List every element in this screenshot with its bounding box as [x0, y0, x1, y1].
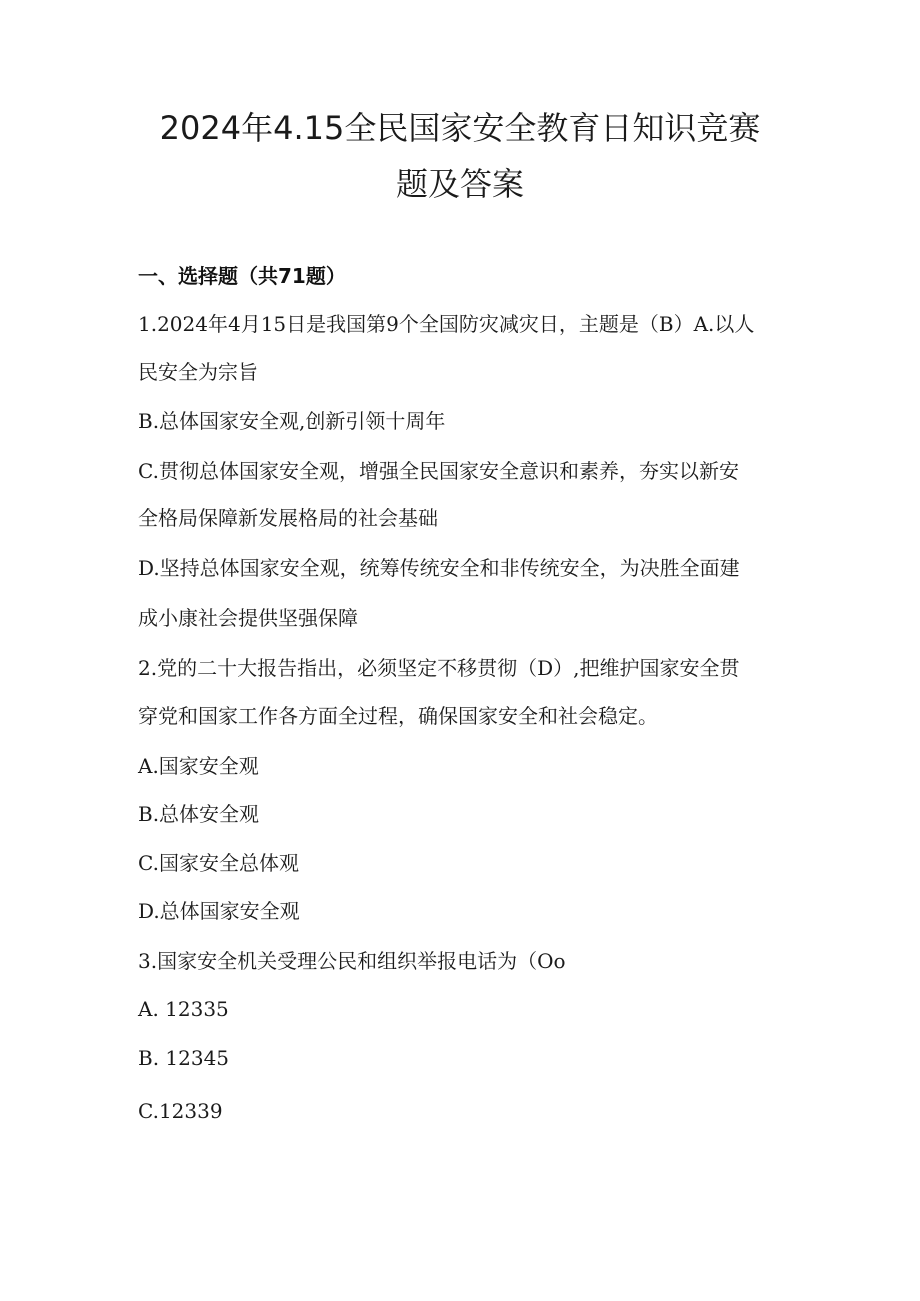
document-title — [100, 100, 820, 212]
title-line-2: 题及答案 — [395, 165, 524, 203]
question-1-option-b: B.总体国家安全观,创新引领十周年 — [138, 409, 446, 433]
question-2-option-d: D.总体国家安全观 — [138, 899, 300, 923]
question-1-option-d-line-2: 成小康社会提供坚强保障 — [138, 606, 358, 630]
title-line-1: 2024年4.15全民国家安全教育日知识竞赛 — [159, 109, 761, 147]
question-1-line-2: 民安全为宗旨 — [138, 360, 258, 384]
question-3-option-a: A. 12335 — [138, 997, 229, 1021]
question-1-option-c-line-1: C.贯彻总体国家安全观，增强全民国家安全意识和素养，夯实以新安 — [138, 459, 739, 483]
question-3-option-b: B. 12345 — [138, 1046, 230, 1070]
question-3-option-c: C.12339 — [138, 1099, 223, 1123]
question-3-line-1: 3.国家安全机关受理公民和组织举报电话为（Oo — [138, 949, 566, 973]
question-2-line-2: 穿党和国家工作各方面全过程，确保国家安全和社会稳定。 — [138, 704, 658, 728]
question-2-option-a: A.国家安全观 — [138, 754, 259, 778]
question-1-line-1: 1.2024年4月15日是我国第9个全国防灾减灾日，主题是（B）A.以人 — [138, 312, 755, 336]
section-heading: 一、选择题（共71题） — [138, 264, 346, 288]
question-2-option-c: C.国家安全总体观 — [138, 851, 299, 875]
question-2-option-b: B.总体安全观 — [138, 802, 260, 826]
question-1-option-d-line-1: D.坚持总体国家安全观，统筹传统安全和非传统安全，为决胜全面建 — [138, 556, 740, 580]
question-1-option-c-line-2: 全格局保障新发展格局的社会基础 — [138, 506, 438, 530]
question-2-line-1: 2.党的二十大报告指出，必须坚定不移贯彻（D）,把维护国家安全贯 — [138, 656, 740, 680]
